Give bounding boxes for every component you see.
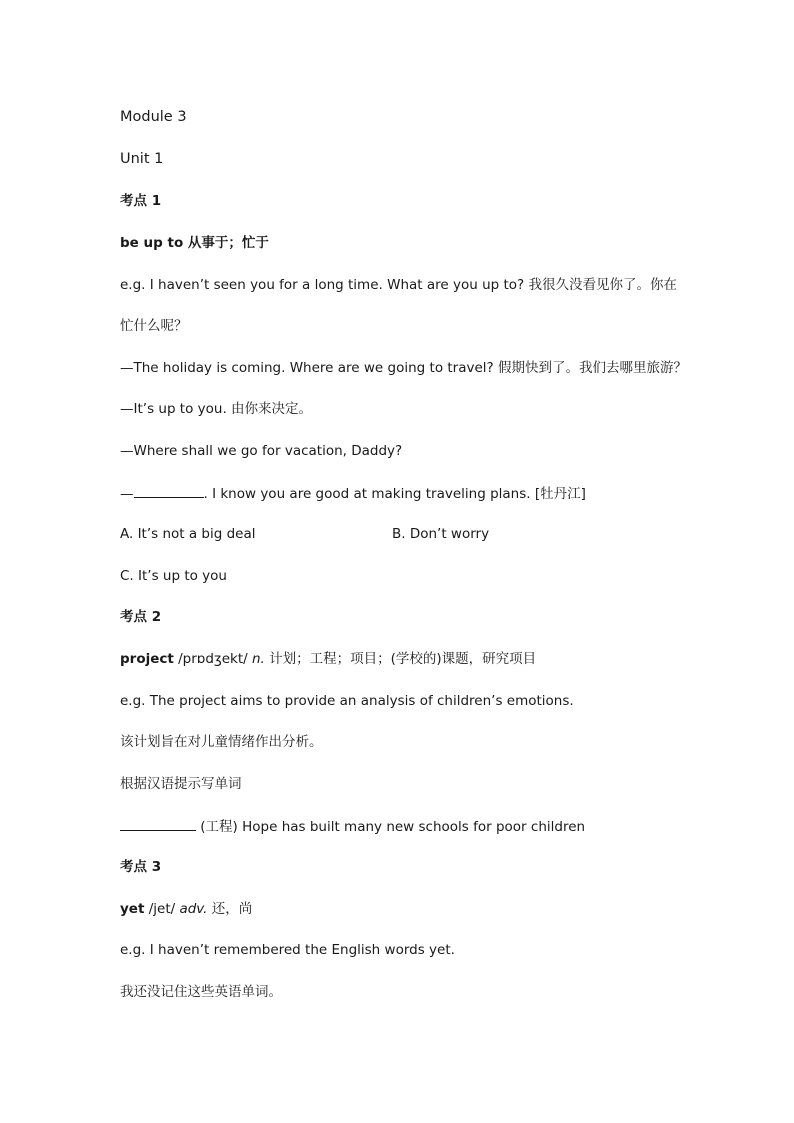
- exercise-blank[interactable]: [120, 817, 196, 831]
- unit-title: Unit 1: [120, 151, 164, 167]
- option-a: A. It’s not a big deal: [120, 526, 256, 542]
- point1-heading: 考点 1: [120, 193, 162, 209]
- point1-answer-line: [120, 484, 586, 503]
- point3-entry: [120, 900, 252, 918]
- point2-exercise-title: 根据汉语提示写单词: [120, 776, 242, 792]
- option-b: B. Don’t worry: [392, 526, 490, 542]
- point1-dialog-line2: —It’s up to you. 由你来决定。: [120, 401, 313, 417]
- point3-word: yet: [120, 901, 145, 917]
- point2-exercise: [120, 817, 585, 836]
- point3-example-zh: 我还没记住这些英语单词。: [120, 984, 282, 1000]
- point1-dialog-line1: —The holiday is coming. Where are we going to travel? 假期快到了。我们去哪里旅游？: [120, 360, 687, 376]
- point1-example-line1: e.g. I haven’t seen you for a long time. What are you up to? 我很久没看见你了。你在: [120, 277, 677, 293]
- module-title: Module 3: [120, 109, 187, 125]
- point3-example-en: e.g. I haven’t remembered the English words yet.: [120, 942, 455, 958]
- point3-phonetic: /jet/: [144, 901, 180, 917]
- point2-heading: 考点 2: [120, 609, 162, 625]
- point2-meaning: 计划；工程；项目；(学校的)课题，研究项目: [264, 651, 537, 667]
- point2-word: project: [120, 651, 174, 667]
- point3-heading: 考点 3: [120, 859, 162, 875]
- point3-meaning: 还，尚: [207, 901, 253, 917]
- answer-prefix: —: [120, 486, 134, 502]
- point2-example-zh: 该计划旨在对儿童情绪作出分析。: [120, 734, 323, 750]
- answer-blank[interactable]: [134, 484, 204, 498]
- options-row: [120, 525, 680, 543]
- answer-suffix: . I know you are good at making traveling plans. [牡丹江]: [203, 486, 586, 502]
- point2-pos: n.: [252, 651, 265, 667]
- point2-example-en: e.g. The project aims to provide an analysis of children’s emotions.: [120, 693, 574, 709]
- point1-phrase: be up to 从事于；忙于: [120, 235, 269, 251]
- point2-exercise-text: (工程) Hope has built many new schools for poor children: [196, 819, 586, 835]
- point2-entry: [120, 650, 536, 668]
- option-c: C. It’s up to you: [120, 568, 227, 584]
- point2-phonetic: /prɒdʒekt/: [173, 651, 252, 667]
- point1-question: —Where shall we go for vacation, Daddy?: [120, 443, 403, 459]
- point3-pos: adv.: [179, 901, 208, 917]
- point1-example-line2: 忙什么呢？: [120, 318, 188, 334]
